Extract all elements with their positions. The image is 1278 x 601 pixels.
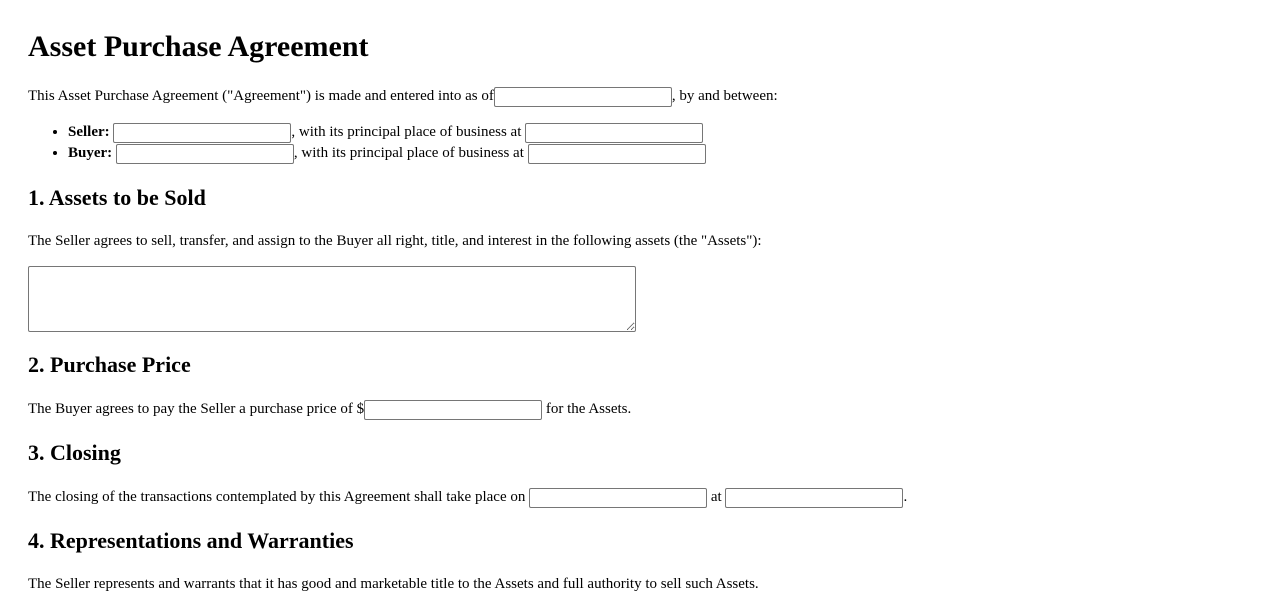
assets-textarea[interactable]	[28, 266, 636, 332]
closing-location-input[interactable]	[725, 488, 903, 508]
closing-period: .	[903, 489, 908, 505]
seller-address-input[interactable]	[525, 123, 703, 143]
closing-at-text: at	[710, 489, 722, 505]
assets-paragraph: The Seller agrees to sell, transfer, and assign to the Buyer all right, title, and interest in the following assets (the "Assets"):	[28, 233, 762, 249]
seller-address-text: , with its principal place of business at	[291, 124, 522, 140]
price-paragraph	[28, 399, 631, 420]
seller-label: Seller:	[68, 124, 110, 140]
list-item	[68, 122, 706, 143]
section-heading-warranties: 4. Representations and Warranties	[28, 528, 354, 553]
intro-text-end: , by and between:	[671, 88, 778, 104]
purchase-price-input[interactable]	[364, 400, 542, 420]
seller-name-input[interactable]	[113, 123, 291, 143]
agreement-date-input[interactable]	[494, 87, 672, 107]
buyer-label: Buyer:	[68, 145, 113, 161]
buyer-address-input[interactable]	[528, 144, 706, 164]
price-text-end: for the Assets.	[545, 401, 632, 417]
warranties-paragraph: The Seller represents and warrants that it has good and marketable title to the Assets and full authority to sell such Assets.	[28, 576, 759, 592]
page-title: Asset Purchase Agreement	[28, 30, 369, 63]
section-heading-assets: 1. Assets to be Sold	[28, 185, 206, 210]
section-heading-closing: 3. Closing	[28, 440, 121, 465]
list-item	[68, 143, 706, 164]
buyer-name-input[interactable]	[116, 144, 294, 164]
price-text: The Buyer agrees to pay the Seller a purchase price of $	[28, 401, 365, 417]
closing-paragraph	[28, 487, 907, 508]
intro-paragraph	[28, 86, 778, 107]
parties-list	[28, 122, 706, 164]
intro-text: This Asset Purchase Agreement ("Agreement") is made and entered into as of	[28, 88, 494, 104]
closing-text: The closing of the transactions contemplated by this Agreement shall take place on	[28, 489, 526, 505]
closing-date-input[interactable]	[529, 488, 707, 508]
section-heading-price: 2. Purchase Price	[28, 352, 191, 377]
buyer-address-text: , with its principal place of business at	[293, 145, 524, 161]
